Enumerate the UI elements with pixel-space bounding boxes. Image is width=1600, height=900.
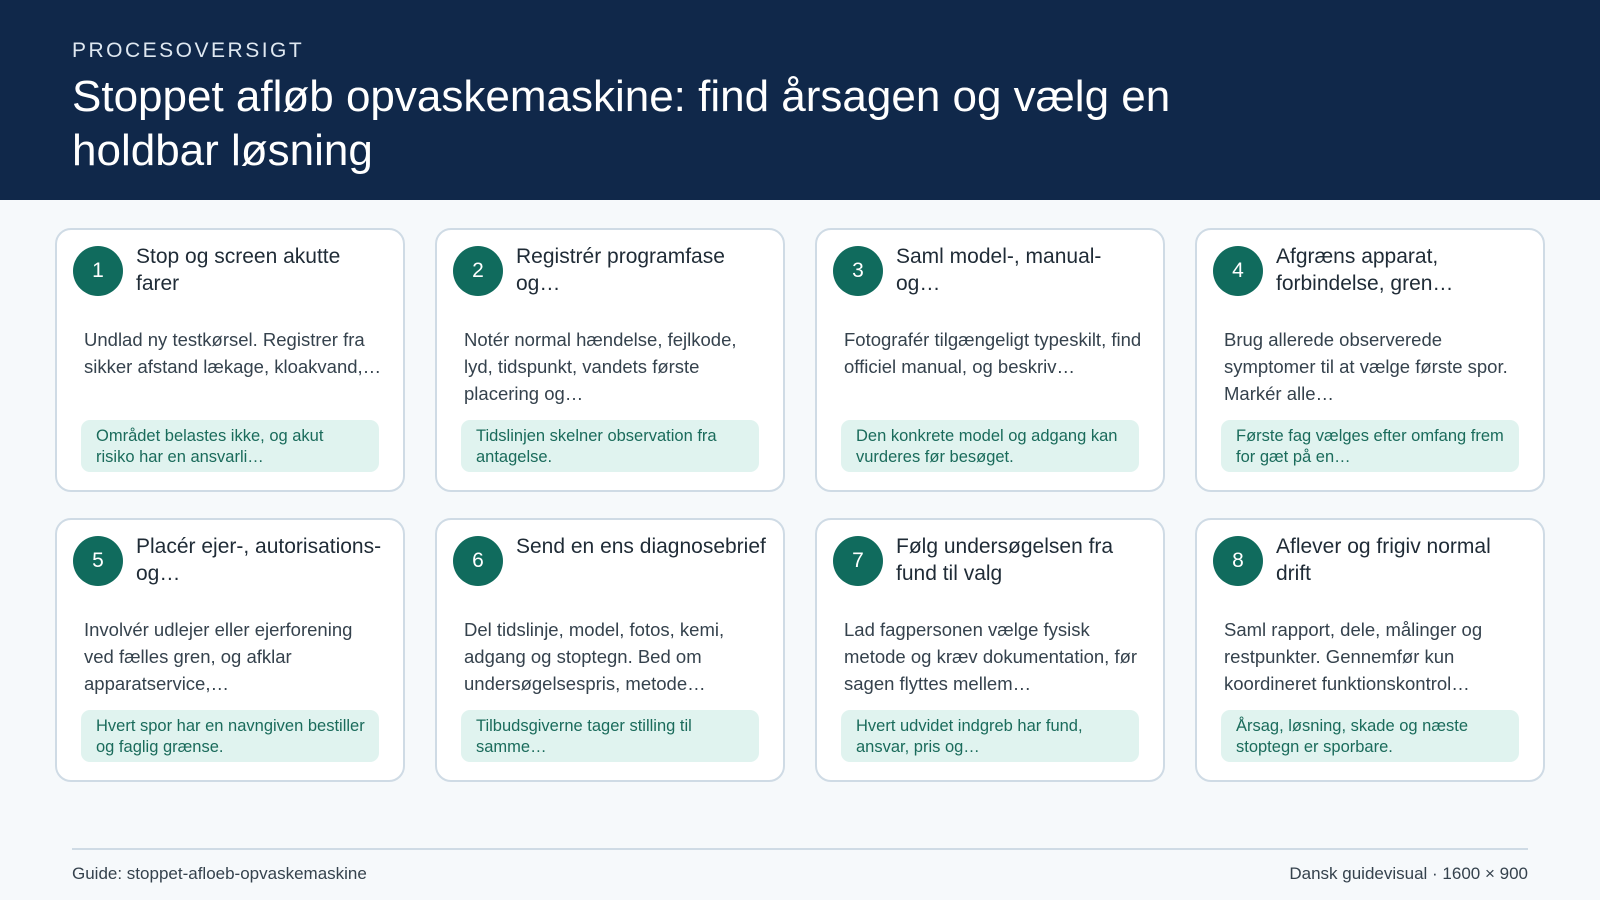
step-title: Registrér programfase og… — [516, 245, 725, 295]
step-grid — [55, 228, 1545, 782]
eyebrow-label: PROCESOVERSIGT — [72, 39, 305, 62]
step-number-badge: 3 — [833, 246, 883, 296]
step-description: Undlad ny testkørsel. Registrer fra sikker afstand lækage, kloakvand,… — [84, 329, 382, 377]
step-card-header — [73, 246, 387, 318]
step-card-7 — [815, 518, 1165, 782]
step-outcome-note: Området belastes ikke, og akut risiko har en ansvarli… — [81, 420, 379, 472]
step-card-header — [833, 536, 1147, 608]
step-card-1 — [55, 228, 405, 492]
step-card-4 — [1195, 228, 1545, 492]
step-description: Del tidslinje, model, fotos, kemi, adgang og stoptegn. Bed om undersøgelsespris, metode… — [464, 619, 725, 694]
page-title: Stoppet afløb opvaskemaskine: find årsagen og vælg en holdbar løsning — [72, 72, 1171, 175]
step-description: Involvér udlejer eller ejerforening ved fælles gren, og afklar apparatservice,… — [84, 619, 353, 694]
step-card-2 — [435, 228, 785, 492]
step-number-badge: 7 — [833, 536, 883, 586]
step-number-badge: 2 — [453, 246, 503, 296]
footer-guide-slug: Guide: stoppet-afloeb-opvaskemaskine — [72, 864, 367, 883]
step-card-header — [1213, 246, 1527, 318]
step-card-header — [453, 246, 767, 318]
step-description: Saml rapport, dele, målinger og restpunkter. Gennemfør kun koordineret funktionskontrol… — [1224, 619, 1483, 694]
step-title: Aflever og frigiv normal drift — [1276, 535, 1491, 585]
step-outcome-note: Tilbudsgiverne tager stilling til samme… — [461, 710, 759, 762]
step-card-header — [73, 536, 387, 608]
step-outcome-note: Den konkrete model og adgang kan vurderes før besøget. — [841, 420, 1139, 472]
step-outcome-note: Første fag vælges efter omfang frem for gæt på en… — [1221, 420, 1519, 472]
step-outcome-note: Hvert spor har en navngiven bestiller og faglig grænse. — [81, 710, 379, 762]
step-outcome-note: Tidslinjen skelner observation fra antagelse. — [461, 420, 759, 472]
step-number-badge: 8 — [1213, 536, 1263, 586]
step-title: Send en ens diagnosebrief — [516, 535, 766, 558]
step-number-badge: 5 — [73, 536, 123, 586]
header-banner — [0, 0, 1600, 200]
step-title: Placér ejer-, autorisations- og… — [136, 535, 382, 585]
step-card-6 — [435, 518, 785, 782]
step-card-header — [453, 536, 767, 608]
step-card-8 — [1195, 518, 1545, 782]
step-outcome-note: Årsag, løsning, skade og næste stoptegn er sporbare. — [1221, 710, 1519, 762]
step-number-badge: 4 — [1213, 246, 1263, 296]
step-card-header — [833, 246, 1147, 318]
step-card-5 — [55, 518, 405, 782]
step-number-badge: 1 — [73, 246, 123, 296]
step-description: Brug allerede observerede symptomer til at vælge første spor. Markér alle… — [1224, 329, 1508, 404]
step-title: Saml model-, manual- og… — [896, 245, 1102, 295]
step-description: Fotografér tilgængeligt typeskilt, find officiel manual, og beskriv… — [844, 329, 1142, 377]
step-description: Lad fagpersonen vælge fysisk metode og kræv dokumentation, før sagen flyttes mellem… — [844, 619, 1138, 694]
step-card-3 — [815, 228, 1165, 492]
footer-meta: Dansk guidevisual · 1600 × 900 — [1289, 864, 1528, 883]
step-title: Stop og screen akutte farer — [136, 245, 341, 295]
footer-divider — [72, 848, 1528, 850]
step-number-badge: 6 — [453, 536, 503, 586]
step-description: Notér normal hændelse, fejlkode, lyd, tidspunkt, vandets første placering og… — [464, 329, 737, 404]
step-title: Afgræns apparat, forbindelse, gren… — [1276, 245, 1454, 295]
step-title: Følg undersøgelsen fra fund til valg — [896, 535, 1114, 585]
step-card-header — [1213, 536, 1527, 608]
step-outcome-note: Hvert udvidet indgreb har fund, ansvar, pris og… — [841, 710, 1139, 762]
